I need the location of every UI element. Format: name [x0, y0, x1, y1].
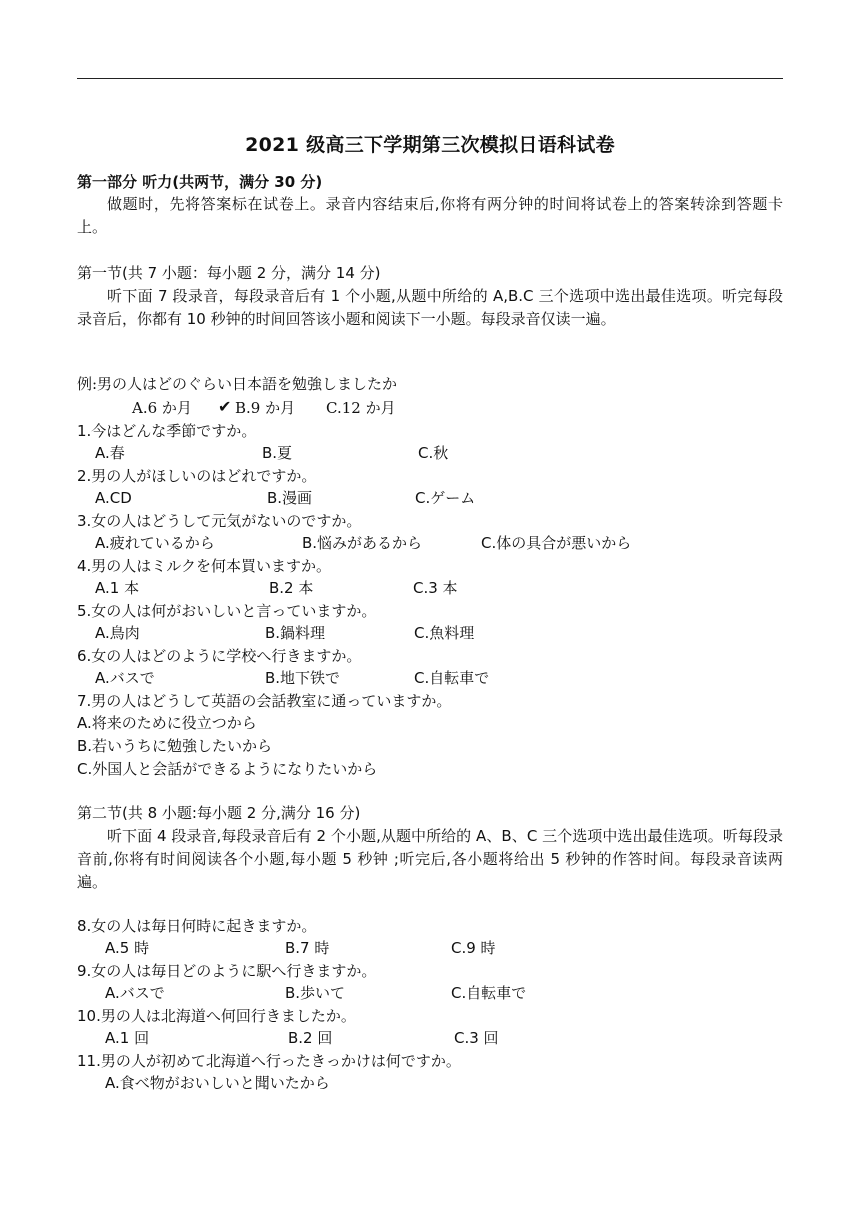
question-3-option-b: B.悩みがあるから: [302, 534, 423, 552]
example-option-c: C.12 か月: [326, 399, 396, 417]
section1-instructions: 听下面 7 段录音，每段录音后有 1 个小题,从题中所给的 A,B.C 三个选项中选出最佳选项。听完每段录音后，你都有 10 秒钟的时间回答该小题和阅读下一小题。每段录音仅读一遍。: [77, 287, 783, 328]
question-10-option-b: B.2 回: [288, 1029, 333, 1047]
question-11-option-a: A.食べ物がおいしいと聞いたから: [105, 1074, 330, 1092]
question-4: 4.男の人はミルクを何本買いますか。: [77, 557, 332, 575]
header-rule: [77, 78, 783, 79]
question-9-option-c: C.自転車で: [451, 984, 527, 1002]
question-4-option-c: C.3 本: [413, 579, 458, 597]
section1-heading: 第一节(共 7 小题：每小题 2 分，满分 14 分): [77, 264, 381, 282]
question-8-option-a: A.5 時: [105, 939, 150, 957]
example-question: 例:男の人はどのぐらい日本語を勉強しましたか: [77, 375, 398, 393]
question-1-option-b: B.夏: [262, 444, 293, 462]
question-6-option-a: A.バスで: [95, 669, 155, 687]
question-10: 10.男の人は北海道へ何回行きましたか。: [77, 1007, 356, 1025]
question-5-option-b: B.鍋料理: [265, 624, 326, 642]
question-6: 6.女の人はどのように学校へ行きますか。: [77, 647, 362, 665]
question-6-option-b: B.地下铁で: [265, 669, 341, 687]
question-8: 8.女の人は毎日何時に起きますか。: [77, 917, 317, 935]
question-10-option-a: A.1 回: [105, 1029, 150, 1047]
question-7: 7.男の人はどうして英語の会話教室に通っていますか。: [77, 692, 452, 710]
section2-instructions: 听下面 4 段录音,每段录音后有 2 个小题,从题中所给的 A、B、C 三个选项中选出最佳选项。听每段录音前,你将有时间阅读各个小题,每小题 5 秒钟 ;听完后,各小题将给出 5 秒钟的作答时间。每段录音读两遍。: [77, 827, 783, 891]
question-4-option-a: A.1 本: [95, 579, 140, 597]
question-3-option-a: A.疲れているから: [95, 534, 215, 552]
check-icon: ✔: [218, 397, 232, 416]
question-2: 2.男の人がほしいのはどれですか。: [77, 467, 317, 485]
section2-heading: 第二节(共 8 小题:每小题 2 分,满分 16 分): [77, 804, 361, 822]
question-9: 9.女の人は毎日どのように駅へ行きますか。: [77, 962, 377, 980]
example-option-a: A.6 か月: [132, 399, 192, 417]
question-8-option-b: B.7 時: [285, 939, 330, 957]
question-7-option-a: A.将来のために役立つから: [77, 714, 257, 732]
question-1-option-c: C.秋: [418, 444, 449, 462]
example-option-b: B.9 か月: [235, 399, 296, 417]
part1-instructions: 做题时，先将答案标在试卷上。录音内容结束后,你将有两分钟的时间将试卷上的答案转涂到答题卡上。: [77, 195, 783, 236]
question-11: 11.男の人が初めて北海道へ行ったきっかけは何ですか。: [77, 1052, 461, 1070]
question-2-option-a: A.CD: [95, 489, 132, 507]
question-8-option-c: C.9 時: [451, 939, 496, 957]
question-2-option-c: C.ゲーム: [415, 489, 476, 507]
question-6-option-c: C.自転車で: [414, 669, 490, 687]
part1-heading: 第一部分 听力(共两节，满分 30 分): [77, 173, 323, 191]
question-5: 5.女の人は何がおいしいと言っていますか。: [77, 602, 377, 620]
question-7-option-c: C.外国人と会話ができるようになりたいから: [77, 760, 378, 778]
question-3-option-c: C.体の具合が悪いから: [481, 534, 632, 552]
question-5-option-a: A.鳥肉: [95, 624, 140, 642]
question-2-option-b: B.漫画: [267, 489, 313, 507]
question-3: 3.女の人はどうして元気がないのですか。: [77, 512, 362, 530]
page-title: 2021 级高三下学期第三次模拟日语科试卷: [245, 134, 615, 156]
question-4-option-b: B.2 本: [269, 579, 314, 597]
question-1-option-a: A.春: [95, 444, 125, 462]
question-7-option-b: B.若いうちに勉強したいから: [77, 737, 273, 755]
question-9-option-a: A.バスで: [105, 984, 165, 1002]
question-1: 1.今はどんな季節ですか。: [77, 422, 257, 440]
question-5-option-c: C.魚料理: [414, 624, 475, 642]
question-10-option-c: C.3 回: [454, 1029, 499, 1047]
question-9-option-b: B.歩いて: [285, 984, 346, 1002]
